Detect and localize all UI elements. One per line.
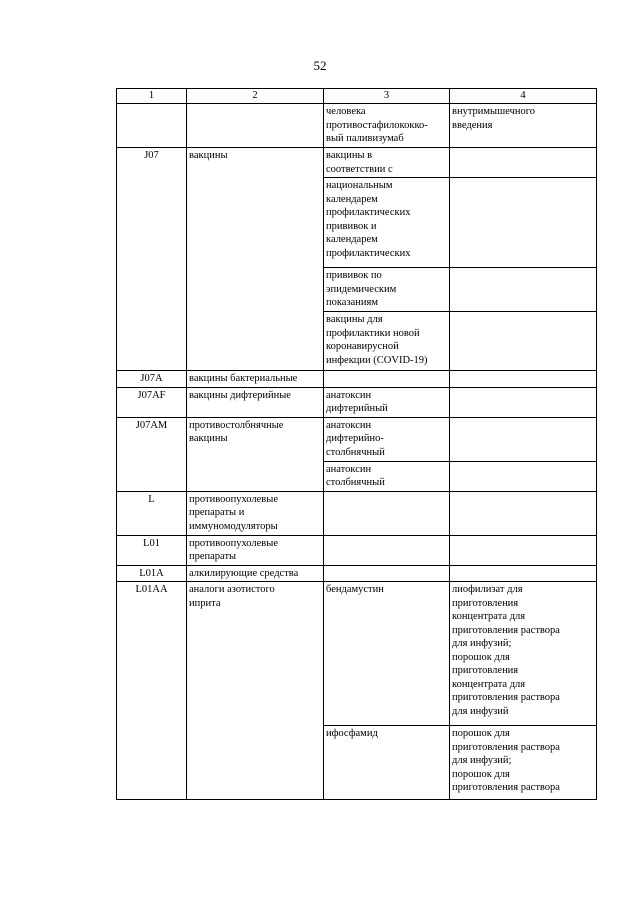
table-row — [117, 726, 597, 800]
column-header: 4 — [450, 89, 597, 104]
form-cell — [450, 491, 597, 535]
atc-code-cell: L01 — [117, 535, 187, 565]
table-row — [117, 387, 597, 417]
form-cell — [450, 461, 597, 491]
form-cell — [450, 268, 597, 312]
column-header: 1 — [117, 89, 187, 104]
form-cell: порошок для приготовления раствора для инфузий; порошок для приготовления раствора — [450, 726, 597, 800]
table-row — [117, 461, 597, 491]
atc-code-cell — [117, 461, 187, 491]
group-cell: алкилирующие средства — [187, 565, 324, 582]
atc-code-cell: J07A — [117, 371, 187, 388]
atc-code-cell — [117, 726, 187, 800]
drug-cell: бендамустин — [324, 582, 450, 726]
form-cell: лиофилизат для приготовления концентрата для приготовления раствора для инфузий; порошок для приготовления концентрата для приготовления раствора для инфузий — [450, 582, 597, 726]
group-cell — [187, 104, 324, 148]
drug-cell: человека противостафилококко- вый паливизумаб — [324, 104, 450, 148]
group-cell — [187, 726, 324, 800]
drug-cell: анатоксин столбнячный — [324, 461, 450, 491]
group-cell — [187, 312, 324, 371]
drug-cell: прививок по эпидемическим показаниям — [324, 268, 450, 312]
drug-cell: национальным календарем профилактических прививок и календарем профилактических — [324, 178, 450, 268]
form-cell — [450, 387, 597, 417]
table-row — [117, 178, 597, 268]
table-row — [117, 371, 597, 388]
drug-cell: вакцины для профилактики новой коронавирусной инфекции (COVID-19) — [324, 312, 450, 371]
atc-code-cell: L01A — [117, 565, 187, 582]
column-header: 2 — [187, 89, 324, 104]
drug-table — [116, 88, 597, 800]
drug-cell — [324, 371, 450, 388]
group-cell — [187, 461, 324, 491]
drug-cell: вакцины в соответствии с — [324, 148, 450, 178]
group-cell — [187, 268, 324, 312]
group-cell: вакцины — [187, 148, 324, 178]
table-row — [117, 565, 597, 582]
drug-cell: анатоксин дифтерийный — [324, 387, 450, 417]
atc-code-cell: L01AA — [117, 582, 187, 726]
form-cell — [450, 312, 597, 371]
atc-code-cell — [117, 178, 187, 268]
group-cell: вакцины дифтерийные — [187, 387, 324, 417]
drug-cell — [324, 565, 450, 582]
table-header-row — [117, 89, 597, 104]
atc-code-cell: L — [117, 491, 187, 535]
column-header: 3 — [324, 89, 450, 104]
table-row — [117, 104, 597, 148]
atc-code-cell — [117, 104, 187, 148]
form-cell — [450, 178, 597, 268]
table-row — [117, 491, 597, 535]
table-row — [117, 268, 597, 312]
form-cell — [450, 148, 597, 178]
form-cell — [450, 565, 597, 582]
atc-code-cell — [117, 268, 187, 312]
group-cell: аналоги азотистого иприта — [187, 582, 324, 726]
drug-cell: анатоксин дифтерийно- столбнячный — [324, 417, 450, 461]
page-number: 52 — [313, 58, 327, 73]
atc-code-cell — [117, 312, 187, 371]
table-row — [117, 148, 597, 178]
form-cell: внутримышечного введения — [450, 104, 597, 148]
group-cell: противоопухолевые препараты — [187, 535, 324, 565]
form-cell — [450, 417, 597, 461]
group-cell: противостолбнячные вакцины — [187, 417, 324, 461]
drug-cell — [324, 491, 450, 535]
table-row — [117, 582, 597, 726]
form-cell — [450, 371, 597, 388]
group-cell — [187, 178, 324, 268]
table-row — [117, 417, 597, 461]
table-row — [117, 535, 597, 565]
table-row — [117, 312, 597, 371]
group-cell: противоопухолевые препараты и иммуномодуляторы — [187, 491, 324, 535]
atc-code-cell: J07AM — [117, 417, 187, 461]
drug-cell — [324, 535, 450, 565]
atc-code-cell: J07AF — [117, 387, 187, 417]
group-cell: вакцины бактериальные — [187, 371, 324, 388]
form-cell — [450, 535, 597, 565]
atc-code-cell: J07 — [117, 148, 187, 178]
drug-cell: ифосфамид — [324, 726, 450, 800]
